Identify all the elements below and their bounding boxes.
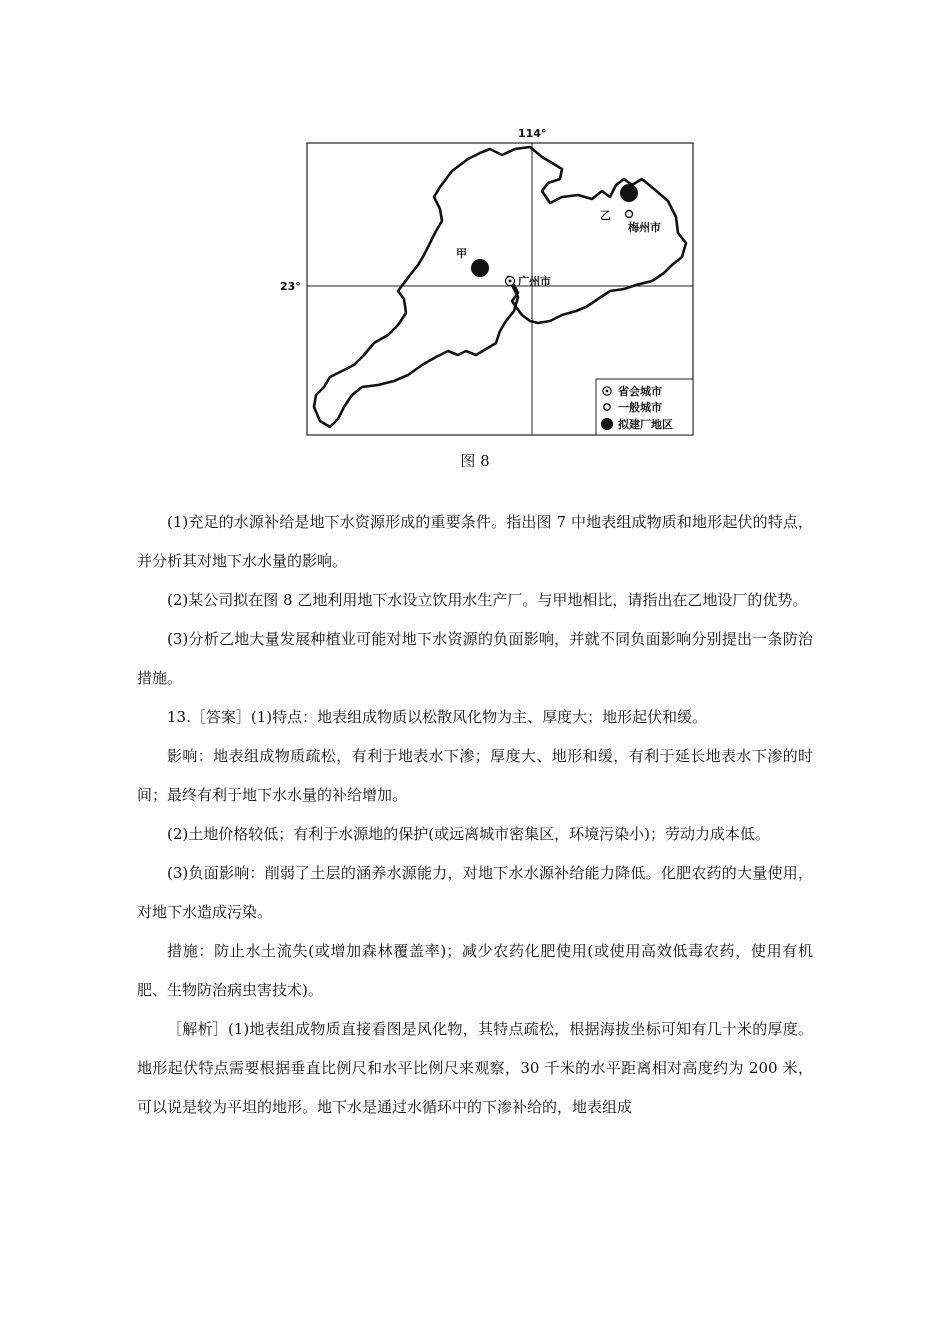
legend-city-icon xyxy=(604,404,610,410)
legend-capital-dot xyxy=(606,390,609,393)
legend-plant-icon xyxy=(601,418,613,430)
label-meizhou: 梅州市 xyxy=(628,221,661,234)
paragraph: (2)土地价格较低；有利于水源地的保护(或远离城市密集区，环境污染小)；劳动力成本低。 xyxy=(167,825,770,843)
map-svg xyxy=(280,125,700,440)
figure-caption: 图 8 xyxy=(460,452,490,470)
plant-marker-jia xyxy=(471,259,489,277)
question-text xyxy=(137,503,813,1127)
map-figure xyxy=(280,125,700,440)
plant-marker-yi xyxy=(620,184,638,202)
paragraph: (3)负面影响：削弱了土层的涵养水源能力，对地下水水源补给能力降低。化肥农药的大量使用，对地下水造成污染。 xyxy=(137,864,813,921)
lat-label: 23° xyxy=(280,280,301,293)
paragraph: 措施：防止水土流失(或增加森林覆盖率)；减少农药化肥使用(或使用高效低毒农药，使用有机肥、生物防治病虫害技术)。 xyxy=(137,942,813,999)
city-marker-meizhou xyxy=(626,211,633,218)
legend-plant-label: 拟建厂地区 xyxy=(618,418,673,431)
capital-dot-guangzhou xyxy=(509,280,512,283)
paragraph: (3)分析乙地大量发展种植业可能对地下水资源的负面影响，并就不同负面影响分别提出一条防治措施。 xyxy=(137,630,813,687)
legend-city-label: 一般城市 xyxy=(618,401,662,414)
label-guangzhou: 广州市 xyxy=(518,275,551,288)
paragraph: 13.［答案］(1)特点：地表组成物质以松散风化物为主、厚度大；地形起伏和缓。 xyxy=(167,708,708,726)
lon-label: 114° xyxy=(518,127,547,140)
label-yi: 乙 xyxy=(600,209,611,222)
label-jia: 甲 xyxy=(456,247,467,260)
legend-capital-label: 省会城市 xyxy=(618,385,662,398)
paragraph: (2)某公司拟在图 8 乙地利用地下水设立饮用水生产厂。与甲地相比，请指出在乙地设厂的优势。 xyxy=(167,591,808,609)
map-legend xyxy=(596,379,693,435)
paragraph: (1)充足的水源补给是地下水资源形成的重要条件。指出图 7 中地表组成物质和地形起伏的特点，并分析其对地下水水量的影响。 xyxy=(137,513,813,570)
paragraph: 影响：地表组成物质疏松，有利于地表水下渗；厚度大、地形和缓，有利于延长地表水下渗的时间；最终有利于地下水水量的补给增加。 xyxy=(137,747,813,804)
paragraph: ［解析］(1)地表组成物质直接看图是风化物，其特点疏松，根据海拔坐标可知有几十米的厚度。地形起伏特点需要根据垂直比例尺和水平比例尺来观察，30 千米的水平距离相对高度约为 200 米，可以说是较为平坦的地形。地下水是通过水循环中的下渗补给的，地表组成 xyxy=(137,1020,813,1116)
